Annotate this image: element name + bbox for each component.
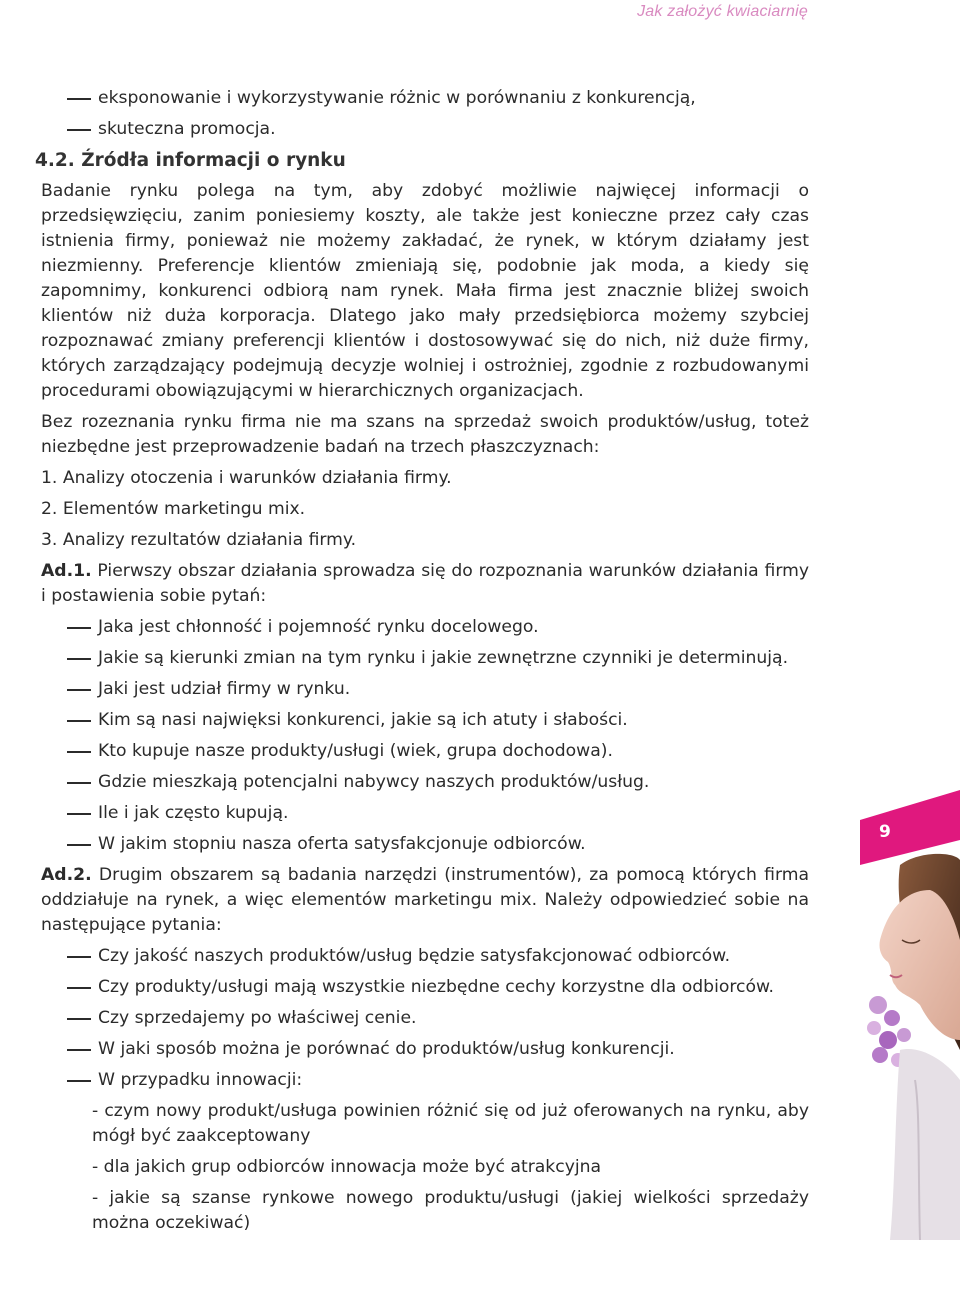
section-heading [35, 148, 809, 173]
list-item: Gdzie mieszkają potencjalni nabywcy naszych produktów/usług. [41, 770, 809, 795]
numbered-item: 2. Elementów marketingu mix. [41, 499, 306, 519]
list-item: eksponowanie i wykorzystywanie różnic w porównaniu z konkurencją, [41, 86, 809, 111]
list-item: W jaki sposób można je porównać do produktów/usług konkurencji. [41, 1037, 809, 1062]
list-item: Czy sprzedajemy po właściwej cenie. [41, 1006, 809, 1031]
sub-list-item: - dla jakich grup odbiorców innowacja może być atrakcyjna [92, 1157, 602, 1177]
numbered-item: 3. Analizy rezultatów działania firmy. [41, 530, 357, 550]
page-number: 9 [879, 822, 891, 842]
dash-bullet [67, 813, 91, 815]
side-decoration [860, 790, 960, 1240]
dash-bullet [67, 1018, 91, 1020]
dash-bullet [67, 689, 91, 691]
running-header: Jak założyć kwiaciarnię [637, 3, 808, 20]
sub-list-item: - jakie są szanse rynkowe nowego produktu/usługi (jakiej wielkości sprzedaży można oczekiwać) [92, 1188, 809, 1233]
section-title: Źródła informacji o rynku [81, 150, 346, 171]
list-item: Czy produkty/usługi mają wszystkie niezbędne cechy korzystne dla odbiorców. [41, 975, 809, 1000]
list-item: Czy jakość naszych produktów/usług będzie satysfakcjonować odbiorców. [41, 944, 809, 969]
dash-bullet [67, 1080, 91, 1082]
paragraph: Badanie rynku polega na tym, aby zdobyć możliwie najwięcej informacji o przedsięwzięciu, zanim poniesiemy koszty, ale także jest konieczne przez cały czas istnienia firmy, ponieważ nie możemy zakładać, że rynek, w którym działamy jest niezmienny. Preferencje klientów zmieniają się, podobnie jak moda, a kiedy się zapomnimy, konkurenci odbiorą nam rynek. Mała firma jest znacznie bliżej swoich klientów niż duża korporacja. Dlatego jako mały przedsiębiorca możemy szybciej rozpoznawać zmiany preferencji klientów i dostosowywać się do nich, niż duże firmy, których zarządzający podejmują decyzje wolniej i ostrożniej, zgodnie z rozbudowanymi procedurami obowiązującymi w hierarchicznych organizacjach. [41, 181, 809, 401]
list-item: Jakie są kierunki zmian na tym rynku i jakie zewnętrzne czynniki je determinują. [41, 646, 809, 671]
list-item: Kim są nasi najwięksi konkurenci, jakie są ich atuty i słabości. [41, 708, 809, 733]
ad2-paragraph: Ad.2. Drugim obszarem są badania narzędzi (instrumentów), za pomocą których firma oddziałuje na rynek, a więc elementów marketingu mix. Należy odpowiedzieć sobie na następujące pytania: [41, 865, 809, 935]
section-number: 4.2. [35, 150, 75, 171]
list-item: Jaka jest chłonność i pojemność rynku docelowego. [41, 615, 809, 640]
page-tab-shape [860, 790, 960, 865]
dash-bullet [67, 129, 91, 131]
list-item: Kto kupuje nasze produkty/usługi (wiek, grupa dochodowa). [41, 739, 809, 764]
sub-list-item: - czym nowy produkt/usługa powinien różnić się od już oferowanych na rynku, aby mógł być zaakceptowany [92, 1101, 809, 1146]
list-item: Jaki jest udział firmy w rynku. [41, 677, 809, 702]
woman-with-flowers-illustration [860, 790, 960, 1240]
paragraph: Bez rozeznania rynku firma nie ma szans na sprzedaż swoich produktów/usług, toteż niezbędne jest przeprowadzenie badań na trzech płaszczyznach: [41, 412, 809, 457]
numbered-item: 1. Analizy otoczenia i warunków działania firmy. [41, 468, 452, 488]
list-item: W przypadku innowacji: [41, 1068, 809, 1093]
page-content [35, 86, 809, 1242]
ad1-paragraph: Ad.1. Pierwszy obszar działania sprowadza się do rozpoznania warunków działania firmy i postawienia sobie pytań: [41, 561, 809, 606]
dash-bullet [67, 782, 91, 784]
dash-bullet [67, 627, 91, 629]
dash-bullet [67, 956, 91, 958]
dash-bullet [67, 844, 91, 846]
dash-bullet [67, 658, 91, 660]
list-item: skuteczna promocja. [41, 117, 809, 142]
dash-bullet [67, 987, 91, 989]
dash-bullet [67, 720, 91, 722]
dash-bullet [67, 98, 91, 100]
ad1-label: Ad.1. [41, 561, 92, 581]
list-item: W jakim stopniu nasza oferta satysfakcjonuje odbiorców. [41, 832, 809, 857]
ad2-label: Ad.2. [41, 865, 92, 885]
dash-bullet [67, 1049, 91, 1051]
list-item: Ile i jak często kupują. [41, 801, 809, 826]
dash-bullet [67, 751, 91, 753]
